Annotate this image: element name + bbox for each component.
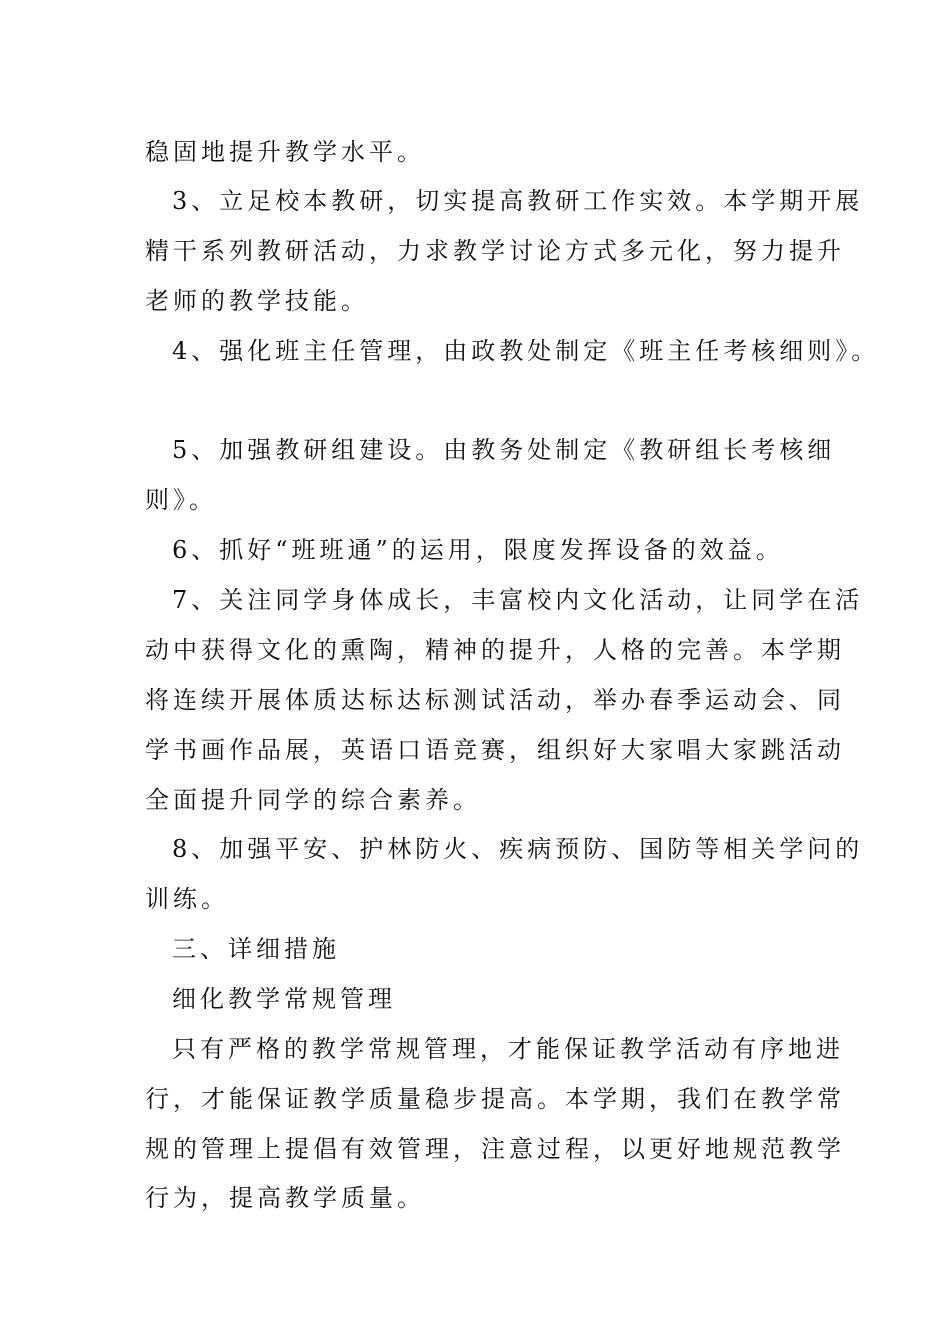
paragraph-line: 稳固地提升教学水平。 xyxy=(145,138,425,166)
paragraph-line: 3、立足校本教研，切实提高教研工作实效。本学期开展 xyxy=(172,187,864,215)
paragraph-line: 行为，提高教学质量。 xyxy=(145,1184,425,1212)
paragraph-line: 训练。 xyxy=(145,885,229,913)
paragraph-line: 7、关注同学身体成长，丰富校内文化活动，让同学在活 xyxy=(172,586,864,614)
paragraph-line: 动中获得文化的熏陶，精神的提升，人格的完善。本学期 xyxy=(145,636,845,664)
section-heading: 三、详细措施 xyxy=(172,935,340,963)
paragraph-line: 学书画作品展，英语口语竞赛，组织好大家唱大家跳活动 xyxy=(145,736,845,764)
paragraph-line: 行，才能保证教学质量稳步提高。本学期，我们在教学常 xyxy=(145,1085,845,1113)
paragraph-line: 精干系列教研活动，力求教学讨论方式多元化，努力提升 xyxy=(145,237,845,265)
paragraph-line: 6、抓好“班班通”的运用，限度发挥设备的效益。 xyxy=(172,536,784,564)
paragraph-line: 将连续开展体质达标达标测试活动，举办春季运动会、同 xyxy=(145,686,845,714)
paragraph-line: 5、加强教研组建设。由教务处制定《教研组长考核细 xyxy=(172,436,836,464)
subsection-heading: 细化教学常规管理 xyxy=(172,985,396,1013)
paragraph-line: 只有严格的教学常规管理，才能保证教学活动有序地进 xyxy=(172,1035,844,1063)
paragraph-line: 规的管理上提倡有效管理，注意过程，以更好地规范教学 xyxy=(145,1135,845,1163)
paragraph-line: 8、加强平安、护林防火、疾病预防、国防等相关学问的 xyxy=(172,835,864,863)
paragraph-line: 老师的教学技能。 xyxy=(145,287,369,315)
paragraph-line: 全面提升同学的综合素养。 xyxy=(145,786,481,814)
paragraph-line: 则》。 xyxy=(145,486,217,514)
paragraph-line: 4、强化班主任管理，由政教处制定《班主任考核细则》。 xyxy=(172,337,880,365)
